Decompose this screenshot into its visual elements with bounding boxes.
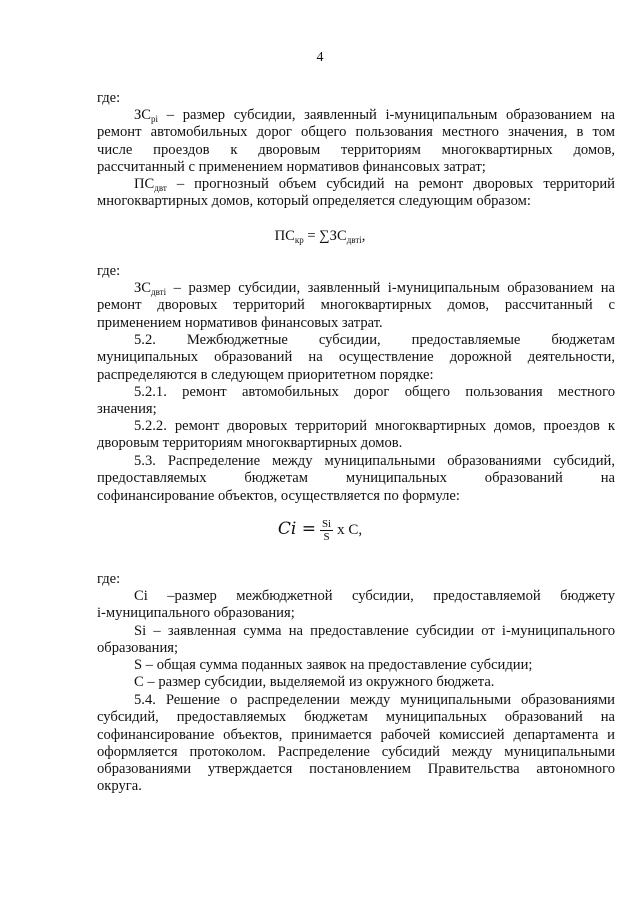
paragraph-zs-ri: $ЗС_{pi}$ – размер субсидии, заявленный i-муниципальным образованием на ремонт автомобильных дорог общего пользования местного значения, в том числе проездов к дворовым территориям многоквартирных домов, рассчитанный с применением нормативов финансовых затрат;	[97, 107, 615, 175]
page-number: 4	[316, 50, 324, 65]
subscript-pi: pi	[151, 114, 159, 124]
fraction-si-s: $\frac{Si}{S}$	[321, 518, 332, 543]
paragraph-5-2: 5.2. Межбюджетные субсидии, предоставляемые бюджетам муниципальных образований на осуществление дорожной деятельности, распределяются в следующем приоритетном порядке:	[97, 332, 615, 383]
paragraph-ci: Ci –размер межбюджетной субсидии, предоставляемой бюджету i-муниципального образования;	[97, 588, 615, 622]
paragraph-zs-dvti: $ЗС_{двті}$ – размер субсидии, заявленный i-муниципальным образованием на ремонт дворовых территорий многоквартирных домов, рассчитанный с применением нормативов финансовых затрат.	[97, 280, 615, 331]
paragraph-c: С – размер субсидии, выделяемой из окружного бюджета.	[134, 674, 495, 690]
paragraph-5-2-2: 5.2.2. ремонт дворовых территорий многоквартирных домов, проездов к дворовым территориям многоквартирных домов.	[97, 418, 615, 452]
subscript-dvt: двт	[154, 183, 167, 193]
symbol-ps: ПС	[134, 176, 155, 192]
where-label-3: где:	[97, 571, 121, 587]
symbol-zs: ЗС	[134, 107, 152, 123]
paragraph-5-4: 5.4. Решение о распределении между муниципальными образованиями субсидий, предоставляемых бюджетам муниципальных образований на софинансирование объектов, принимается рабочей комиссией департамента и оформляется протоколом. Распределение субсидий между муниципальными образованиями утверждается постановлением Правительства автономного округа.	[97, 692, 615, 795]
where-label-2: где:	[97, 263, 121, 279]
formula-ci: Ci = $\frac{Si}{S}$ x C,	[277, 518, 363, 543]
paragraph-5-2-1: 5.2.1. ремонт автомобильных дорог общего пользования местного значения;	[97, 384, 615, 418]
paragraph-s: S – общая сумма поданных заявок на предоставление субсидии;	[134, 657, 533, 673]
paragraph-5-3: 5.3. Распределение между муниципальными образованиями субсидий, предоставляемых бюджетам муниципальных образований на софинансирование объектов, осуществляется по формуле:	[97, 453, 615, 504]
paragraph-ps-dvt: $ПС_{двт}$ – прогнозный объем субсидий на ремонт дворовых территорий многоквартирных домов, который определяется следующим образом:	[97, 176, 615, 210]
where-label-1: где:	[97, 90, 121, 106]
paragraph-si: Si – заявленная сумма на предоставление субсидии от i-муниципального образования;	[97, 623, 615, 657]
formula-ps-kr: $ПС_{кр} = \sum ЗС_{двті}$,	[274, 228, 366, 245]
